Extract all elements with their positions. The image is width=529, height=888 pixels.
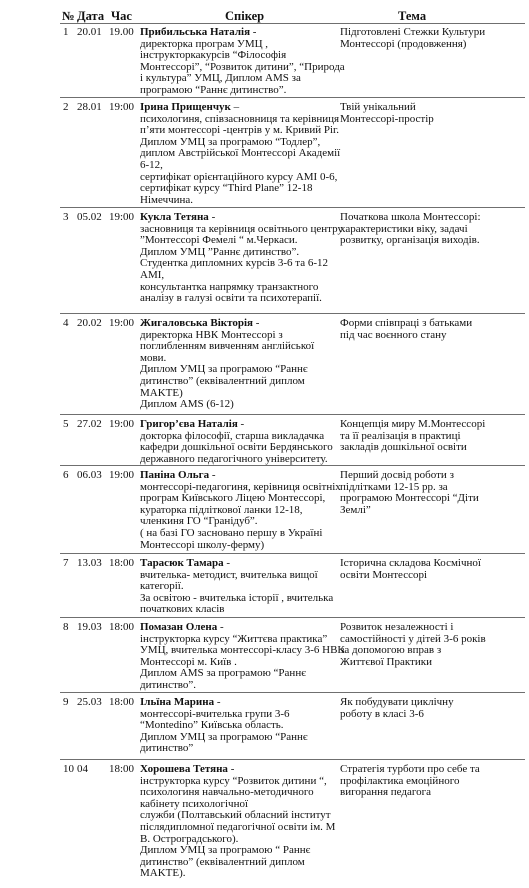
row-date: 25.03 xyxy=(77,696,102,708)
speaker-heading xyxy=(140,419,335,431)
topic-cell xyxy=(340,318,522,341)
topic-cell xyxy=(340,470,522,516)
speaker-heading xyxy=(140,102,335,114)
speaker-detail-line: За освітою - вчителька історії , вчителька xyxy=(140,591,334,604)
row-number: 10 xyxy=(63,763,74,775)
row-date: 05.02 xyxy=(77,211,102,223)
topic-cell xyxy=(340,697,522,720)
row-number: 3 xyxy=(63,211,69,223)
speaker-detail-line: засновниця та керівниця освітнього центру xyxy=(140,222,343,235)
speaker-detail-line: Студентка дипломних курсів 3-6 та 6-12 xyxy=(140,257,328,270)
speaker-name-suffix: - xyxy=(227,763,235,775)
speaker-detail-line: MAKTE) xyxy=(140,386,183,399)
topic-line: Форми співпраці з батьками xyxy=(340,317,473,329)
speaker-cell xyxy=(140,318,335,411)
row-divider xyxy=(60,465,525,466)
speaker-name-suffix: - xyxy=(209,469,216,481)
row-date: 27.02 xyxy=(77,418,102,430)
speaker-name-suffix: - xyxy=(217,621,224,633)
speaker-name-suffix: – xyxy=(230,101,240,113)
row-divider xyxy=(60,692,525,693)
speaker-detail-line: монтессорі-вчителька групи 3-6 xyxy=(140,707,290,720)
speaker-detail-line: MAKTE). xyxy=(140,867,186,880)
row-number: 4 xyxy=(63,317,69,329)
topic-cell xyxy=(340,764,522,799)
speaker-name-suffix: - xyxy=(214,696,221,708)
speaker-cell xyxy=(140,469,341,551)
speaker-name-suffix: - xyxy=(223,557,231,569)
speaker-detail-line: членкиня ГО “Гранідуб”. xyxy=(140,515,258,528)
speaker-detail-line: психологиня навчально-методичного xyxy=(140,786,314,799)
speaker-detail-line: дитинство” xyxy=(140,742,194,755)
row-time: 19:00 xyxy=(109,469,135,481)
topic-line: підлітками 12-15 рр. за xyxy=(340,480,448,493)
speaker-detail-line: УМЦ, вчителька монтессорі-класу 3-6 НВК xyxy=(140,644,345,657)
row-divider xyxy=(60,617,525,618)
speaker-cell xyxy=(140,101,341,206)
speaker-detail-line: вчителька- методист, вчителька вищої xyxy=(140,568,318,581)
speaker-detail-line: інструкторка курсу “Життєва практика” xyxy=(140,632,328,645)
header-time: Час xyxy=(111,9,132,23)
speaker-name: Ірина Прищенчук xyxy=(140,101,231,113)
topic-line: під час воєнного стану xyxy=(340,328,447,341)
speaker-detail-line: дитинство”. xyxy=(140,678,197,691)
row-time: 19:00 xyxy=(109,418,135,430)
speaker-cell xyxy=(140,211,343,305)
row-number: 7 xyxy=(63,557,69,569)
topic-line: Землі” xyxy=(340,503,371,516)
speaker-detail-line: психологиня, співзасновниця та керівниця xyxy=(140,112,340,125)
header-speaker: Спікер xyxy=(225,9,265,23)
speaker-detail-line: і культура” УМЦ, Диплом AMS за xyxy=(140,72,301,85)
topic-cell xyxy=(340,212,522,247)
topic-line: роботу в класі 3-6 xyxy=(340,707,424,720)
speaker-name: Ільїна Марина xyxy=(140,696,215,708)
speaker-heading xyxy=(140,27,335,39)
speaker-detail-line: мови. xyxy=(140,351,167,364)
topic-line: Монтессорі (продовження) xyxy=(340,37,467,50)
speaker-cell xyxy=(140,697,335,755)
speaker-heading xyxy=(140,764,335,776)
speaker-detail-line: п’яти монтессорі -центрів у м. Кривий Ріг. xyxy=(140,124,340,137)
row-time: 18:00 xyxy=(109,696,135,708)
topic-line: вигорання педагога xyxy=(340,786,432,799)
speaker-detail-line: служби (Полтавський обласний інститут xyxy=(140,809,331,822)
speaker-heading xyxy=(140,318,335,330)
topic-line: Концепція миру М.Монтессорі xyxy=(340,418,486,430)
speaker-name-suffix: - xyxy=(253,317,260,329)
speaker-detail-line: інструкторкакурсів “Філософія xyxy=(140,49,287,62)
row-time: 19:00 xyxy=(109,101,135,113)
speaker-name: Паніна Ольга xyxy=(140,469,210,481)
speaker-detail-line: Монтессорі”, “Розвиток дитини”, “Природа xyxy=(140,60,345,73)
speaker-name: Тарасюк Тамара xyxy=(140,557,224,569)
speaker-name: Помазан Олена xyxy=(140,621,218,633)
speaker-detail-line: дитинство” (еквівалентний диплом xyxy=(140,855,305,868)
topic-line: Перший досвід роботи з xyxy=(340,469,454,481)
topic-line: Розвиток незалежності і xyxy=(340,621,454,633)
row-number: 6 xyxy=(63,469,69,481)
row-date: 06.03 xyxy=(77,469,102,481)
topic-cell xyxy=(340,558,522,581)
speaker-name-suffix: - xyxy=(208,211,216,223)
topic-line: Початкова школа Монтессорі: xyxy=(340,211,481,223)
row-time: 18:00 xyxy=(109,621,135,633)
speaker-detail-line: директорка програм УМЦ , xyxy=(140,37,269,50)
row-divider xyxy=(60,97,525,98)
speaker-detail-line: монтессорі-педагогиня, керівниця освітніх xyxy=(140,480,341,493)
speaker-detail-line: Диплом УМЦ за програмою “ Раннє xyxy=(140,844,311,857)
topic-cell xyxy=(340,419,522,454)
header-divider xyxy=(60,23,525,24)
topic-line: розвитку, організація виходів. xyxy=(340,234,480,247)
topic-line: характеристики віку, задачі xyxy=(340,222,468,235)
speaker-detail-line: “Montedino” Київська область. xyxy=(140,719,284,732)
topic-line: самостійності у дітей 3-6 років xyxy=(340,632,486,645)
speaker-detail-line: кабінету психологічної xyxy=(140,797,249,810)
speaker-detail-line: Диплом AMS (6-12) xyxy=(140,398,234,411)
row-time: 19:00 xyxy=(109,211,135,223)
speaker-detail-line: Диплом УМЦ за програмою “Раннє xyxy=(140,730,308,743)
speaker-cell xyxy=(140,558,335,616)
speaker-heading xyxy=(140,622,335,634)
topic-line: Життєвої Практики xyxy=(340,655,432,668)
speaker-heading xyxy=(140,470,335,482)
row-divider xyxy=(60,414,525,415)
topic-line: за допомогою вправ з xyxy=(340,644,442,657)
row-time: 19.00 xyxy=(109,26,134,38)
speaker-detail-line: аналізу в галузі освіти та психотерапії. xyxy=(140,292,322,305)
topic-line: програмою Монтессорі “Діти xyxy=(340,492,479,505)
row-date: 20.01 xyxy=(77,26,102,38)
row-time: 19:00 xyxy=(109,317,135,329)
row-divider xyxy=(60,313,525,314)
header-topic: Тема xyxy=(398,9,427,23)
topic-line: закладів дошкільної освіти xyxy=(340,441,467,454)
speaker-detail-line: ”Монтессорі Фемелі “ м.Черкаси. xyxy=(140,234,298,247)
speaker-cell xyxy=(140,621,345,692)
row-time: 18:00 xyxy=(109,557,135,569)
speaker-detail-line: 6-12, xyxy=(140,158,163,171)
speaker-detail-line: консультантка напрямку транзактного xyxy=(140,280,319,293)
speaker-detail-line: кураторка підліткової ланки 12-18, xyxy=(140,503,303,516)
speaker-cell xyxy=(140,26,345,97)
topic-line: Монтессорі-простір xyxy=(340,112,434,125)
speaker-name: Хорошева Тетяна xyxy=(140,763,228,775)
row-date: 04 xyxy=(77,763,88,775)
speaker-heading xyxy=(140,212,335,224)
speaker-detail-line: АМІ, xyxy=(140,268,165,281)
header-num: № xyxy=(62,9,75,23)
topic-cell xyxy=(340,102,522,125)
speaker-detail-line: директорка НВК Монтессорі з xyxy=(140,328,283,341)
row-number: 8 xyxy=(63,621,69,633)
speaker-detail-line: Монтессорі м. Київ . xyxy=(140,655,237,668)
speaker-detail-line: дитинство” (еквівалентний диплом xyxy=(140,374,305,387)
topic-line: Стратегія турботи про себе та xyxy=(340,763,480,775)
row-date: 28.01 xyxy=(77,101,102,113)
speaker-name-suffix: - xyxy=(237,418,245,430)
topic-line: та її реалізація в практиці xyxy=(340,429,461,442)
row-date: 19.03 xyxy=(77,621,102,633)
speaker-heading xyxy=(140,558,335,570)
speaker-detail-line: сертифікат орієнтаційного курсу АМІ 0-6, xyxy=(140,170,338,183)
speaker-detail-line: докторка філософії, старша викладачка xyxy=(140,429,325,442)
speaker-detail-line: ( на базі ГО засновано першу в Україні xyxy=(140,526,323,539)
speaker-detail-line: програмою “Раннє дитинство”. xyxy=(140,83,287,96)
header-date: Дата xyxy=(77,9,105,23)
topic-cell xyxy=(340,27,522,50)
speaker-name: Жигаловська Вікторія xyxy=(140,317,254,329)
speaker-detail-line: категорії. xyxy=(140,580,184,593)
speaker-detail-line: В. Остроградського). xyxy=(140,832,239,845)
row-time: 18:00 xyxy=(109,763,135,775)
speaker-detail-line: державного педагогічного університету. xyxy=(140,452,328,465)
speaker-detail-line: сертифікат курсу “Third Plane” 12-18 xyxy=(140,182,313,195)
row-number: 5 xyxy=(63,418,69,430)
speaker-detail-line: Диплом УМЦ ”Раннє дитинство”. xyxy=(140,245,300,258)
row-number: 1 xyxy=(63,26,69,38)
speaker-detail-line: Німеччина. xyxy=(140,193,194,206)
topic-line: освіти Монтессорі xyxy=(340,568,428,581)
topic-line: профілактика емоційного xyxy=(340,774,460,787)
row-date: 13.03 xyxy=(77,557,102,569)
row-divider xyxy=(60,553,525,554)
speaker-name: Кукла Тетяна xyxy=(140,211,209,223)
row-number: 9 xyxy=(63,696,69,708)
speaker-detail-line: початкових класів xyxy=(140,603,225,616)
speaker-detail-line: диплом Австрійської Монтессорі Академії xyxy=(140,147,341,160)
speaker-detail-line: Диплом AMS за програмою “Раннє xyxy=(140,667,306,680)
speaker-detail-line: інструкторка курсу “Розвиток дитини “, xyxy=(140,774,327,787)
topic-line: Підготовлені Стежки Культури xyxy=(340,26,486,38)
row-divider xyxy=(60,207,525,208)
row-number: 2 xyxy=(63,101,69,113)
row-date: 20.02 xyxy=(77,317,102,329)
speaker-detail-line: програм Київського Ліцею Монтессорі, xyxy=(140,492,326,505)
speaker-cell xyxy=(140,419,335,465)
speaker-detail-line: кафедри дошкільної освіти Бердянського xyxy=(140,441,333,454)
topic-line: Історична складова Космічної xyxy=(340,557,481,569)
speaker-name-suffix: - xyxy=(250,26,257,38)
topic-line: Як побудувати циклічну xyxy=(340,696,454,708)
speaker-heading xyxy=(140,697,335,709)
speaker-detail-line: післядипломної педагогічної освіти ім. М xyxy=(140,820,336,833)
row-divider xyxy=(60,759,525,760)
speaker-detail-line: Диплом УМЦ за програмою “Раннє xyxy=(140,363,308,376)
speaker-detail-line: поглибленням вивченням англійської xyxy=(140,340,315,353)
topic-cell xyxy=(340,622,522,668)
topic-line: Твій унікальний xyxy=(340,101,416,113)
speaker-detail-line: Монтессорі школу-ферму) xyxy=(140,538,265,551)
speaker-name: Прибильська Наталія xyxy=(140,26,251,38)
speaker-cell xyxy=(140,764,335,880)
speaker-detail-line: Диплом УМЦ за програмою “Тодлер”, xyxy=(140,135,321,148)
speaker-name: Григор’єва Наталія xyxy=(140,418,238,430)
